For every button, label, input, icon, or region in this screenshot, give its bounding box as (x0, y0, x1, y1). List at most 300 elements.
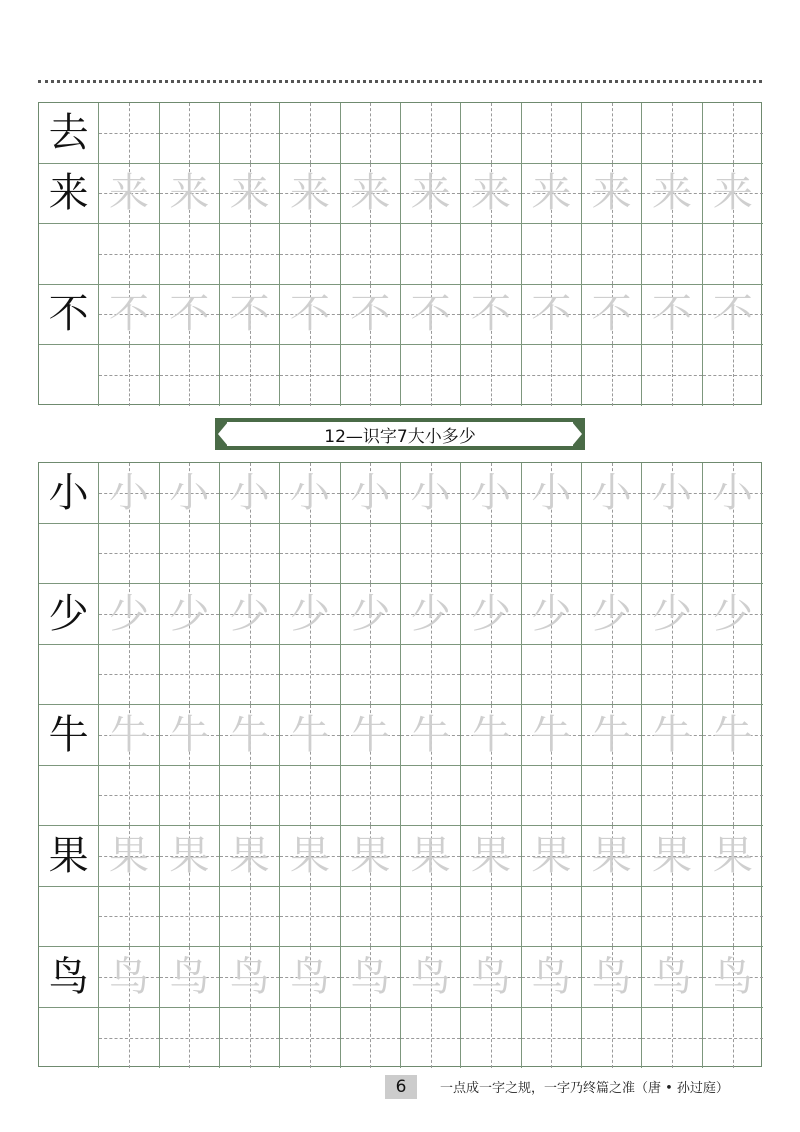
trace-character: 不 (108, 291, 149, 338)
practice-cell[interactable] (703, 645, 763, 706)
horizontal-guide-line (99, 674, 158, 675)
trace-character: 鸟 (169, 953, 210, 1000)
practice-cell[interactable] (341, 463, 401, 524)
practice-cell[interactable] (220, 103, 280, 164)
practice-cell[interactable] (220, 645, 280, 706)
practice-cell[interactable] (582, 584, 642, 645)
practice-cell[interactable] (39, 705, 99, 766)
practice-cell[interactable] (220, 947, 280, 1008)
horizontal-guide-line (160, 795, 219, 796)
horizontal-guide-line (703, 1038, 763, 1039)
practice-cell[interactable] (703, 103, 763, 164)
practice-cell[interactable] (642, 224, 702, 285)
model-character: 不 (48, 291, 89, 338)
horizontal-guide-line (220, 674, 279, 675)
practice-cell[interactable] (522, 285, 582, 346)
practice-cell[interactable] (582, 766, 642, 827)
practice-cell[interactable] (220, 463, 280, 524)
practice-cell[interactable] (280, 164, 340, 225)
practice-cell[interactable] (39, 224, 99, 285)
practice-cell[interactable] (703, 766, 763, 827)
practice-cell[interactable] (39, 164, 99, 225)
practice-cell[interactable] (280, 766, 340, 827)
practice-cell[interactable] (582, 345, 642, 406)
horizontal-guide-line (522, 674, 581, 675)
practice-cell[interactable] (220, 345, 280, 406)
trace-character: 不 (410, 291, 451, 338)
practice-cell[interactable] (703, 1008, 763, 1069)
practice-cell[interactable] (39, 947, 99, 1008)
horizontal-guide-line (401, 674, 460, 675)
practice-cell[interactable] (582, 224, 642, 285)
trace-character: 果 (169, 832, 210, 879)
practice-cell[interactable] (461, 524, 521, 585)
model-character: 少 (48, 590, 89, 637)
practice-cell[interactable] (401, 705, 461, 766)
practice-cell[interactable] (401, 524, 461, 585)
practice-cell[interactable] (703, 164, 763, 225)
trace-character: 果 (470, 832, 511, 879)
trace-character: 来 (169, 170, 210, 217)
practice-cell[interactable] (99, 224, 159, 285)
banner-right-arrow-icon (572, 422, 582, 446)
footer-quote: 一点成一字之规，一字乃终篇之准（唐 • 孙过庭） (440, 1081, 729, 1096)
lesson-banner (215, 418, 585, 450)
horizontal-guide-line (461, 254, 520, 255)
practice-cell[interactable] (341, 224, 401, 285)
practice-cell[interactable] (39, 826, 99, 887)
practice-cell[interactable] (341, 705, 401, 766)
practice-cell[interactable] (220, 224, 280, 285)
practice-cell[interactable] (461, 345, 521, 406)
practice-cell[interactable] (341, 285, 401, 346)
practice-cell[interactable] (160, 103, 220, 164)
practice-cell[interactable] (39, 345, 99, 406)
practice-cell[interactable] (461, 164, 521, 225)
practice-cell[interactable] (401, 103, 461, 164)
practice-cell[interactable] (341, 887, 401, 948)
practice-cell[interactable] (522, 584, 582, 645)
practice-cell[interactable] (99, 345, 159, 406)
trace-character: 牛 (350, 711, 391, 758)
practice-cell[interactable] (99, 826, 159, 887)
practice-cell[interactable] (582, 705, 642, 766)
trace-character: 少 (350, 590, 391, 637)
practice-cell[interactable] (99, 645, 159, 706)
trace-character: 少 (712, 590, 753, 637)
horizontal-guide-line (522, 254, 581, 255)
practice-cell[interactable] (99, 524, 159, 585)
practice-cell[interactable] (220, 584, 280, 645)
trace-character: 不 (712, 291, 753, 338)
practice-cell[interactable] (99, 285, 159, 346)
practice-cell[interactable] (220, 524, 280, 585)
trace-character: 小 (712, 469, 753, 516)
trace-character: 少 (229, 590, 270, 637)
trace-character: 来 (470, 170, 511, 217)
practice-cell[interactable] (160, 345, 220, 406)
model-character: 牛 (48, 711, 89, 758)
practice-cell[interactable] (160, 887, 220, 948)
trace-character: 来 (591, 170, 632, 217)
practice-cell[interactable] (582, 887, 642, 948)
practice-cell[interactable] (642, 705, 702, 766)
horizontal-guide-line (220, 133, 279, 134)
horizontal-guide-line (582, 375, 641, 376)
practice-cell[interactable] (582, 826, 642, 887)
practice-cell[interactable] (461, 826, 521, 887)
practice-cell[interactable] (341, 524, 401, 585)
horizontal-guide-line (522, 1038, 581, 1039)
trace-character: 少 (169, 590, 210, 637)
horizontal-guide-line (401, 916, 460, 917)
trace-character: 牛 (289, 711, 330, 758)
practice-cell[interactable] (401, 224, 461, 285)
practice-cell[interactable] (642, 645, 702, 706)
horizontal-guide-line (341, 1038, 400, 1039)
practice-cell[interactable] (99, 164, 159, 225)
practice-cell[interactable] (703, 463, 763, 524)
practice-cell[interactable] (99, 766, 159, 827)
trace-character: 果 (651, 832, 692, 879)
practice-cell[interactable] (160, 463, 220, 524)
horizontal-guide-line (461, 133, 520, 134)
practice-cell[interactable] (341, 164, 401, 225)
practice-cell[interactable] (341, 584, 401, 645)
practice-cell[interactable] (401, 887, 461, 948)
practice-cell[interactable] (703, 887, 763, 948)
practice-cell[interactable] (642, 285, 702, 346)
trace-character: 来 (229, 170, 270, 217)
horizontal-guide-line (522, 553, 581, 554)
trace-character: 来 (108, 170, 149, 217)
horizontal-guide-line (220, 1038, 279, 1039)
practice-cell[interactable] (461, 463, 521, 524)
trace-character: 小 (350, 469, 391, 516)
horizontal-guide-line (160, 916, 219, 917)
practice-cell[interactable] (341, 766, 401, 827)
trace-character: 少 (470, 590, 511, 637)
practice-cell[interactable] (522, 103, 582, 164)
practice-cell[interactable] (401, 645, 461, 706)
practice-cell[interactable] (642, 463, 702, 524)
horizontal-guide-line (341, 133, 400, 134)
practice-cell[interactable] (461, 705, 521, 766)
trace-character: 鸟 (229, 953, 270, 1000)
model-character: 鸟 (48, 953, 89, 1000)
trace-character: 牛 (410, 711, 451, 758)
trace-character: 果 (108, 832, 149, 879)
trace-character: 少 (651, 590, 692, 637)
model-character: 小 (48, 469, 89, 516)
practice-cell[interactable] (99, 1008, 159, 1069)
practice-cell[interactable] (461, 285, 521, 346)
practice-cell[interactable] (99, 947, 159, 1008)
horizontal-guide-line (220, 916, 279, 917)
trace-character: 鸟 (651, 953, 692, 1000)
horizontal-guide-line (401, 553, 460, 554)
trace-character: 小 (289, 469, 330, 516)
practice-cell[interactable] (461, 103, 521, 164)
trace-character: 鸟 (350, 953, 391, 1000)
trace-character: 来 (289, 170, 330, 217)
practice-cell[interactable] (280, 584, 340, 645)
practice-cell[interactable] (160, 645, 220, 706)
trace-character: 牛 (169, 711, 210, 758)
horizontal-guide-line (461, 916, 520, 917)
practice-cell[interactable] (39, 766, 99, 827)
practice-cell[interactable] (99, 705, 159, 766)
trace-character: 牛 (712, 711, 753, 758)
practice-cell[interactable] (160, 766, 220, 827)
practice-cell[interactable] (280, 285, 340, 346)
horizontal-guide-line (341, 254, 400, 255)
practice-cell[interactable] (522, 887, 582, 948)
trace-character: 来 (410, 170, 451, 217)
horizontal-guide-line (703, 133, 763, 134)
practice-cell[interactable] (280, 947, 340, 1008)
trace-character: 不 (350, 291, 391, 338)
horizontal-guide-line (341, 674, 400, 675)
horizontal-guide-line (703, 254, 763, 255)
practice-cell[interactable] (280, 463, 340, 524)
practice-cell[interactable] (522, 705, 582, 766)
horizontal-guide-line (642, 795, 701, 796)
horizontal-guide-line (642, 553, 701, 554)
horizontal-guide-line (160, 674, 219, 675)
horizontal-guide-line (642, 133, 701, 134)
practice-cell[interactable] (642, 345, 702, 406)
practice-cell[interactable] (39, 285, 99, 346)
horizontal-guide-line (280, 133, 339, 134)
model-character: 去 (48, 109, 89, 156)
practice-cell[interactable] (220, 826, 280, 887)
practice-cell[interactable] (280, 345, 340, 406)
practice-cell[interactable] (280, 1008, 340, 1069)
practice-cell[interactable] (280, 524, 340, 585)
trace-character: 小 (591, 469, 632, 516)
practice-cell[interactable] (160, 224, 220, 285)
model-character: 果 (48, 832, 89, 879)
horizontal-guide-line (99, 553, 158, 554)
horizontal-guide-line (99, 795, 158, 796)
practice-cell[interactable] (39, 524, 99, 585)
practice-cell[interactable] (642, 1008, 702, 1069)
practice-cell[interactable] (703, 524, 763, 585)
horizontal-guide-line (703, 674, 763, 675)
practice-cell[interactable] (99, 887, 159, 948)
trace-character: 小 (410, 469, 451, 516)
practice-cell[interactable] (220, 705, 280, 766)
practice-cell[interactable] (160, 1008, 220, 1069)
practice-cell[interactable] (461, 766, 521, 827)
practice-cell[interactable] (280, 645, 340, 706)
practice-cell[interactable] (39, 103, 99, 164)
trace-character: 鸟 (470, 953, 511, 1000)
horizontal-guide-line (341, 375, 400, 376)
practice-cell[interactable] (522, 345, 582, 406)
practice-cell[interactable] (642, 584, 702, 645)
practice-cell[interactable] (582, 645, 642, 706)
practice-cell[interactable] (220, 285, 280, 346)
practice-cell[interactable] (582, 1008, 642, 1069)
practice-cell[interactable] (39, 584, 99, 645)
practice-cell[interactable] (39, 887, 99, 948)
practice-cell[interactable] (582, 524, 642, 585)
trace-character: 牛 (591, 711, 632, 758)
practice-cell[interactable] (341, 1008, 401, 1069)
practice-cell[interactable] (461, 584, 521, 645)
horizontal-guide-line (522, 375, 581, 376)
practice-cell[interactable] (160, 285, 220, 346)
horizontal-guide-line (280, 254, 339, 255)
practice-grid-lesson (38, 462, 762, 1067)
practice-cell[interactable] (401, 285, 461, 346)
practice-cell[interactable] (642, 524, 702, 585)
practice-cell[interactable] (522, 947, 582, 1008)
practice-cell[interactable] (39, 645, 99, 706)
practice-cell[interactable] (582, 947, 642, 1008)
practice-cell[interactable] (341, 103, 401, 164)
practice-cell[interactable] (401, 584, 461, 645)
trace-character: 牛 (651, 711, 692, 758)
practice-cell[interactable] (642, 887, 702, 948)
horizontal-guide-line (220, 375, 279, 376)
trace-character: 小 (108, 469, 149, 516)
practice-cell[interactable] (220, 1008, 280, 1069)
practice-cell[interactable] (341, 345, 401, 406)
practice-cell[interactable] (220, 887, 280, 948)
practice-cell[interactable] (582, 103, 642, 164)
practice-cell[interactable] (341, 826, 401, 887)
practice-cell[interactable] (461, 224, 521, 285)
trace-character: 少 (531, 590, 572, 637)
practice-grid-top (38, 102, 762, 405)
practice-cell[interactable] (401, 463, 461, 524)
practice-cell[interactable] (280, 826, 340, 887)
trace-character: 小 (531, 469, 572, 516)
trace-character: 果 (531, 832, 572, 879)
practice-cell[interactable] (522, 463, 582, 524)
horizontal-guide-line (99, 254, 158, 255)
trace-character: 鸟 (289, 953, 330, 1000)
practice-cell[interactable] (522, 766, 582, 827)
practice-cell[interactable] (99, 103, 159, 164)
horizontal-guide-line (220, 254, 279, 255)
practice-cell[interactable] (582, 285, 642, 346)
practice-cell[interactable] (160, 947, 220, 1008)
practice-cell[interactable] (642, 947, 702, 1008)
trace-character: 鸟 (531, 953, 572, 1000)
practice-cell[interactable] (522, 524, 582, 585)
horizontal-guide-line (160, 375, 219, 376)
practice-cell[interactable] (461, 887, 521, 948)
practice-cell[interactable] (703, 705, 763, 766)
practice-cell[interactable] (522, 645, 582, 706)
trace-character: 果 (410, 832, 451, 879)
practice-cell[interactable] (341, 947, 401, 1008)
horizontal-guide-line (341, 795, 400, 796)
practice-cell[interactable] (401, 345, 461, 406)
horizontal-guide-line (642, 1038, 701, 1039)
trace-character: 鸟 (591, 953, 632, 1000)
practice-cell[interactable] (642, 103, 702, 164)
trace-character: 果 (712, 832, 753, 879)
practice-cell[interactable] (401, 164, 461, 225)
practice-cell[interactable] (39, 1008, 99, 1069)
practice-cell[interactable] (280, 224, 340, 285)
practice-cell[interactable] (401, 826, 461, 887)
practice-cell[interactable] (522, 164, 582, 225)
practice-cell[interactable] (703, 345, 763, 406)
trace-character: 果 (350, 832, 391, 879)
practice-cell[interactable] (160, 826, 220, 887)
practice-cell[interactable] (39, 463, 99, 524)
horizontal-guide-line (401, 254, 460, 255)
practice-cell[interactable] (522, 1008, 582, 1069)
practice-cell[interactable] (522, 224, 582, 285)
practice-cell[interactable] (642, 766, 702, 827)
trace-character: 不 (229, 291, 270, 338)
practice-cell[interactable] (461, 947, 521, 1008)
practice-cell[interactable] (703, 826, 763, 887)
practice-cell[interactable] (703, 947, 763, 1008)
practice-cell[interactable] (703, 285, 763, 346)
practice-cell[interactable] (461, 645, 521, 706)
horizontal-guide-line (582, 674, 641, 675)
horizontal-guide-line (99, 1038, 158, 1039)
trace-character: 少 (108, 590, 149, 637)
page-number: 6 (385, 1075, 417, 1099)
trace-character: 鸟 (410, 953, 451, 1000)
practice-cell[interactable] (703, 224, 763, 285)
practice-cell[interactable] (401, 947, 461, 1008)
horizontal-guide-line (582, 795, 641, 796)
top-dotted-rule (38, 80, 762, 83)
practice-cell[interactable] (582, 164, 642, 225)
horizontal-guide-line (280, 916, 339, 917)
trace-character: 不 (651, 291, 692, 338)
horizontal-guide-line (642, 375, 701, 376)
practice-cell[interactable] (401, 1008, 461, 1069)
practice-cell[interactable] (220, 164, 280, 225)
practice-cell[interactable] (160, 705, 220, 766)
practice-cell[interactable] (522, 826, 582, 887)
practice-cell[interactable] (280, 887, 340, 948)
trace-character: 鸟 (712, 953, 753, 1000)
practice-cell[interactable] (341, 645, 401, 706)
trace-character: 少 (591, 590, 632, 637)
practice-cell[interactable] (280, 705, 340, 766)
practice-cell[interactable] (99, 584, 159, 645)
practice-cell[interactable] (160, 524, 220, 585)
practice-cell[interactable] (642, 164, 702, 225)
practice-cell[interactable] (280, 103, 340, 164)
horizontal-guide-line (160, 133, 219, 134)
practice-cell[interactable] (160, 584, 220, 645)
practice-cell[interactable] (703, 584, 763, 645)
practice-cell[interactable] (582, 463, 642, 524)
practice-cell[interactable] (160, 164, 220, 225)
practice-cell[interactable] (99, 463, 159, 524)
horizontal-guide-line (280, 553, 339, 554)
practice-cell[interactable] (401, 766, 461, 827)
practice-cell[interactable] (642, 826, 702, 887)
horizontal-guide-line (461, 674, 520, 675)
practice-cell[interactable] (220, 766, 280, 827)
practice-cell[interactable] (461, 1008, 521, 1069)
trace-character: 来 (531, 170, 572, 217)
